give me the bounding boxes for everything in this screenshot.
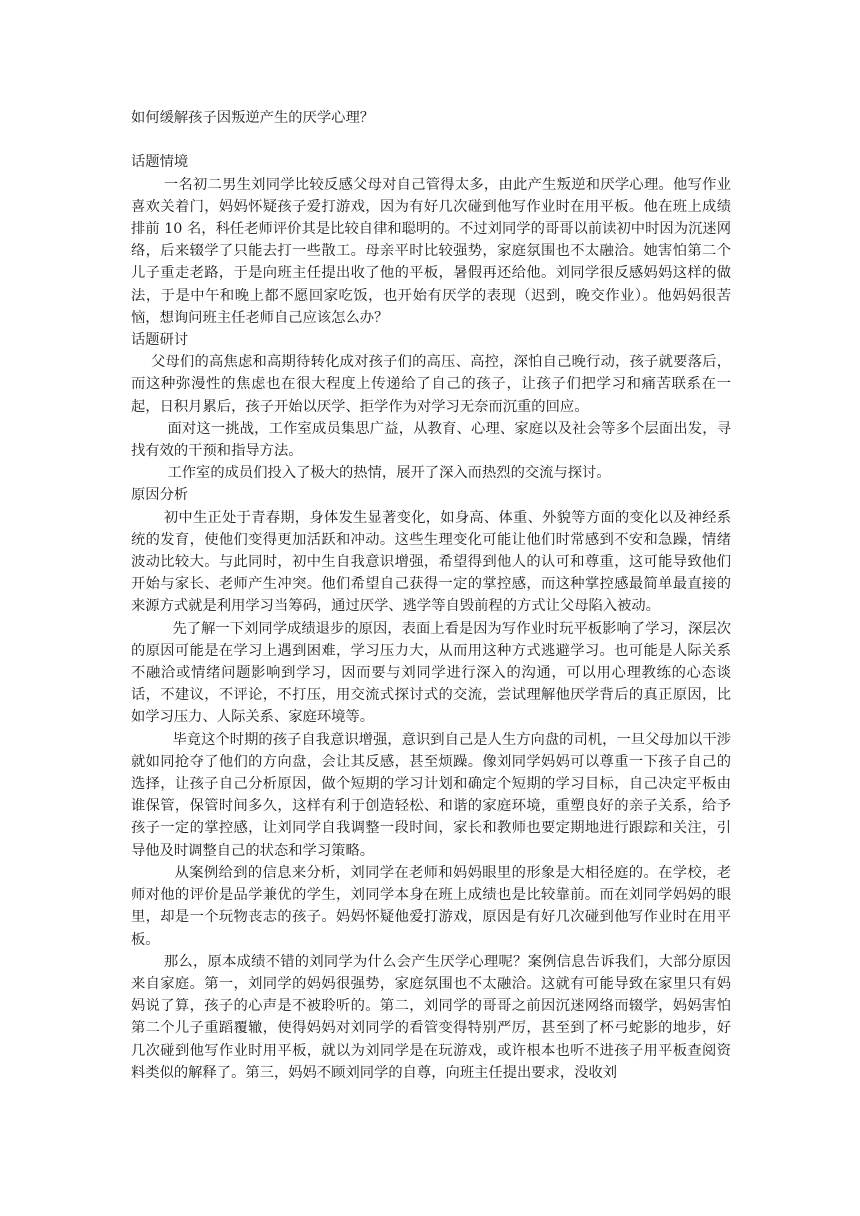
paragraph: 初中生正处于青春期，身体发生显著变化，如身高、体重、外貌等方面的变化以及神经系统的发育，使他们变得更加活跃和冲动。这些生理变化可能让他们时常感到不安和急躁，情绪波动比较大。与此同时，初中生自我意识增强，希望得到他人的认可和尊重，这可能导致他们开始与家长、老师产生冲突。他们希望自己获得一定的掌控感，而这种掌控感最简单最直接的来源方式就是利用学习当筹码，通过厌学、逃学等自毁前程的方式让父母陷入被动。	[131, 509, 731, 615]
paragraph: 从案例给到的信息来分析，刘同学在老师和妈妈眼里的形象是大相径庭的。在学校，老师对他的评价是品学兼优的学生，刘同学本身在班上成绩也是比较靠前。而在刘同学妈妈的眼里，却是一个玩物丧志的孩子。妈妈怀疑他爱打游戏，原因是有好几次碰到他写作业时在用平板。	[131, 864, 731, 948]
paragraph: 那么，原本成绩不错的刘同学为什么会产生厌学心理呢？案例信息告诉我们，大部分原因来自家庭。第一，刘同学的妈妈很强势，家庭氛围也不太融洽。这就有可能导致在家里只有妈妈说了算，孩子的心声是不被聆听的。第二，刘同学的哥哥之前因沉迷网络而辍学，妈妈害怕第二个儿子重蹈覆辙，使得妈妈对刘同学的看管变得特别严厉，甚至到了杯弓蛇影的地步，好几次碰到他写作业时用平板，就以为刘同学是在玩游戏，或许根本也听不进孩子用平板查阅资料类似的解释了。第三，妈妈不顾刘同学的自尊，向班主任提出要求，没收刘	[131, 953, 731, 1081]
section-heading-context: 话题情境	[131, 154, 189, 171]
paragraph: 先了解一下刘同学成绩退步的原因，表面上看是因为写作业时玩平板影响了学习，深层次的原因可能是在学习上遇到困难，学习压力大，从而用这种方式逃避学习。也可能是人际关系不融洽或情绪问题影响到学习，因而要与刘同学进行深入的沟通，可以用心理教练的心态谈话，不建议，不评论，不打压，用交流式探讨式的交流，尝试理解他厌学背后的真正原因，比如学习压力、人际关系、家庭环境等。	[131, 620, 731, 726]
document-body	[131, 107, 731, 1084]
document-title: 如何缓解孩子因叛逆产生的厌学心理？	[131, 110, 375, 126]
section-heading-discussion: 话题研讨	[131, 332, 189, 349]
blank-line	[131, 129, 731, 151]
paragraph: 工作室的成员们投入了极大的热情，展开了深入而热烈的交流与探讨。	[167, 465, 611, 482]
paragraph: 面对这一挑战，工作室成员集思广益，从教育、心理、家庭以及社会等多个层面出发，寻找有效的干预和指导方法。	[131, 420, 731, 460]
section-heading-analysis: 原因分析	[131, 487, 189, 504]
paragraph: 父母们的高焦虑和高期待转化成对孩子们的高压、高控，深怕自己晚行动，孩子就要落后，而这种弥漫性的焦虑也在很大程度上传递给了自己的孩子，让孩子们把学习和痛苦联系在一起，日积月累后，孩子开始以厌学、拒学作为对学习无奈而沉重的回应。	[131, 354, 731, 415]
paragraph: 一名初二男生刘同学比较反感父母对自己管得太多，由此产生叛逆和厌学心理。他写作业喜欢关着门，妈妈怀疑孩子爱打游戏，因为有好几次碰到他写作业时在用平板。他在班上成绩排前 10 名，科任老师评价其是比较自律和聪明的。不过刘同学的哥哥以前读初中时因为沉迷网络，后来辍学了只能去打一些散工。母亲平时比较强势，家庭氛围也不太融洽。她害怕第二个儿子重走老路，于是向班主任提出收了他的平板，暑假再还给他。刘同学很反感妈妈这样的做法，于是中午和晚上都不愿回家吃饭，也开始有厌学的表现（迟到，晚交作业）。他妈妈很苦恼，想询问班主任老师自己应该怎么办？	[131, 176, 731, 326]
paragraph: 毕竟这个时期的孩子自我意识增强，意识到自己是人生方向盘的司机，一旦父母加以干涉就如同抢夺了他们的方向盘，会让其反感，甚至烦躁。像刘同学妈妈可以尊重一下孩子自己的选择，让孩子自己分析原因，做个短期的学习计划和确定个短期的学习目标，自己决定平板由谁保管，保管时间多久，这样有利于创造轻松、和谐的家庭环境，重塑良好的亲子关系，给予孩子一定的掌控感，让刘同学自我调整一段时间，家长和教师也要定期地进行跟踪和关注，引导他及时调整自己的状态和学习策略。	[131, 731, 731, 859]
